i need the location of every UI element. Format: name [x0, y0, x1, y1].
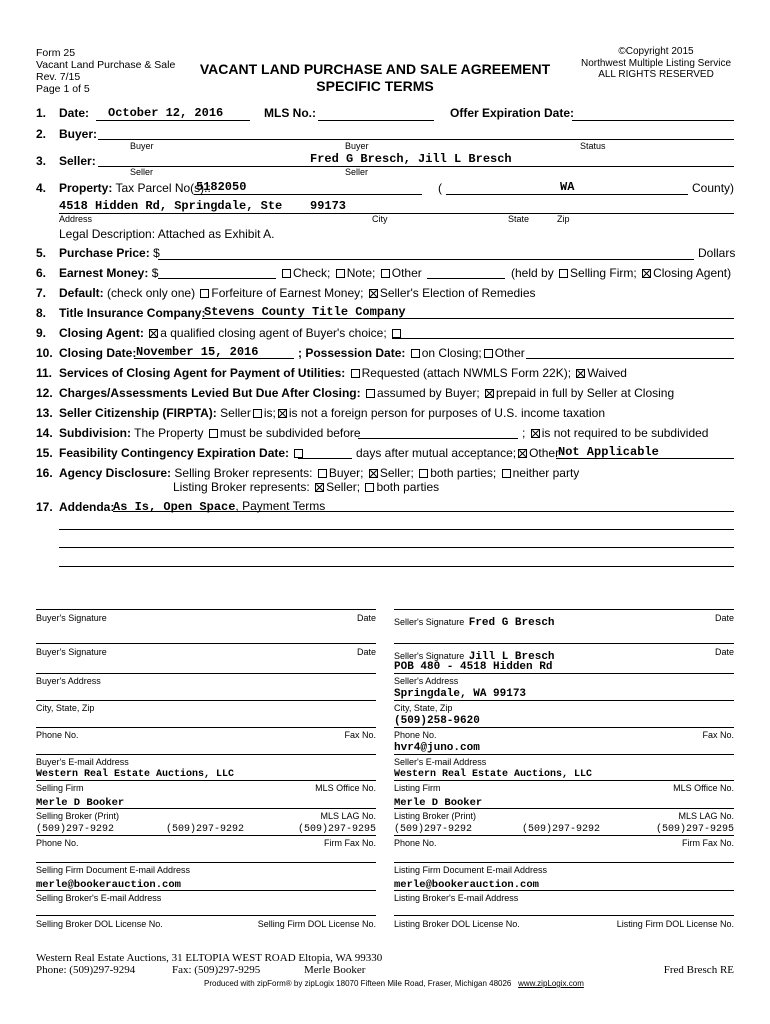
listing-mls-office-label: MLS Office No.: [673, 783, 734, 793]
buyer-fax-label: Fax No.: [344, 730, 376, 740]
item-number-14: 14.: [36, 426, 53, 440]
selling-firm-label: Selling Firm: [36, 783, 84, 793]
date-label: Date:: [59, 106, 90, 120]
form-info: [36, 47, 175, 95]
other-option-label: Other: [391, 266, 422, 280]
days-checkbox[interactable]: [294, 449, 303, 458]
other-feasibility-label: Other: [529, 446, 560, 460]
listing-broker-line[interactable]: [394, 808, 734, 809]
title-insurance-value: Stevens County Title Company: [204, 305, 406, 319]
footer-produced: [204, 979, 584, 988]
selling-email-line[interactable]: [36, 890, 376, 891]
item-number-8: 8.: [36, 306, 47, 320]
listing-email-label: Listing Broker's E-mail Address: [394, 893, 519, 903]
item-number-11: 11.: [36, 366, 53, 380]
buyer-field[interactable]: [98, 139, 734, 140]
item-number-4: 4.: [36, 181, 47, 195]
other-earnest-field[interactable]: [427, 278, 505, 279]
legal-description: Legal Description: Attached as Exhibit A.: [59, 227, 275, 241]
buyer-caption-1: Buyer: [130, 141, 154, 151]
addenda-line-3[interactable]: [59, 547, 734, 548]
assumed-checkbox[interactable]: [366, 389, 375, 398]
item-number-5: 5.: [36, 246, 47, 260]
buyer-email-label: Buyer's E-mail Address: [36, 757, 129, 767]
seller-csz-value: Springdale, WA 99173: [394, 688, 527, 700]
footer-file-name: Fred Bresch RE: [663, 964, 734, 976]
seller-signature-label-2: Seller's Signature: [394, 651, 465, 661]
firpta-seller-word: Seller: [220, 406, 251, 420]
item-number-13: 13.: [36, 406, 53, 420]
footer-company-line: Western Real Estate Auctions, 31 ELTOPIA WEST ROAD Eltopia, WA 99330: [36, 952, 383, 964]
form-name: Vacant Land Purchase & Sale: [36, 59, 176, 71]
other-possession-label: Other: [494, 346, 525, 360]
feasibility-row: [59, 446, 305, 460]
price-label: Purchase Price:: [59, 246, 150, 260]
listing-firm-value: Western Real Estate Auctions, LLC: [394, 769, 593, 780]
held-by-label: (held by: [511, 266, 554, 280]
selling-dol-line[interactable]: [36, 915, 376, 916]
must-subdivide-label: must be subdivided before: [219, 426, 361, 440]
selling-doc-email-label: Selling Firm Document E-mail Address: [36, 865, 191, 875]
requested-label: Requested (attach NWMLS Form 22K);: [361, 366, 572, 380]
seller-email-value: hvr4@juno.com: [394, 742, 480, 754]
dollar-sign-2: $: [151, 266, 159, 280]
must-subdivide-checkbox[interactable]: [209, 429, 218, 438]
on-closing-checkbox[interactable]: [411, 349, 420, 358]
selling-phone-line[interactable]: [36, 835, 376, 836]
listing-broker-value: Merle D Booker: [394, 797, 483, 809]
selling-firm-option-label: Selling Firm;: [570, 266, 637, 280]
item-number-2: 2.: [36, 127, 47, 141]
other-possession-checkbox[interactable]: [484, 349, 493, 358]
services-label: Services of Closing Agent for Payment of Utilities:: [59, 366, 346, 380]
state-caption: State: [508, 214, 530, 224]
forfeiture-checkbox[interactable]: [200, 289, 209, 298]
item-number-17: 17.: [36, 500, 53, 514]
listing-email-line[interactable]: [394, 890, 734, 891]
selling-firm-fax-label: Firm Fax No.: [323, 838, 376, 848]
footer-phone: Phone: (509)297-9294: [36, 964, 136, 976]
default-row: [59, 286, 536, 300]
is-foreign-checkbox[interactable]: [253, 409, 262, 418]
selling-fax-value: (509)297-9292: [166, 824, 245, 835]
seller-date-label-2: Date: [714, 647, 734, 657]
check-option-label: Check;: [293, 266, 331, 280]
prepaid-checkbox[interactable]: [485, 389, 494, 398]
offer-expiration-field[interactable]: [572, 120, 734, 121]
other-possession-field[interactable]: [526, 358, 734, 359]
other-checkbox[interactable]: [381, 269, 390, 278]
selling-seller-checkbox[interactable]: [369, 469, 378, 478]
selling-phone-value: (509)297-9292: [36, 824, 115, 835]
earnest-field[interactable]: [158, 278, 276, 279]
default-instruction: (check only one): [107, 286, 196, 300]
listing-both-label: both parties: [376, 480, 440, 494]
not-required-checkbox[interactable]: [531, 429, 540, 438]
seller-fax-label: Fax No.: [702, 730, 734, 740]
semicolon: ;: [522, 426, 526, 440]
selling-mls-office-label: MLS Office No.: [315, 783, 376, 793]
earnest-label-row: [59, 266, 158, 280]
buyer-phone-label: Phone No.: [36, 730, 79, 740]
other-feasibility-checkbox[interactable]: [518, 449, 527, 458]
footer-produced-text: Produced with zipForm® by zipLogix 18070 Fifteen Mile Road, Fraser, Michigan 48026: [204, 979, 512, 988]
page-title-block: [190, 61, 560, 95]
subdivide-date-field[interactable]: [358, 438, 518, 439]
buyer-address-label: Buyer's Address: [36, 676, 101, 686]
listing-dol-label: Listing Broker DOL License No.: [394, 919, 520, 929]
form-number: Form 25: [36, 47, 76, 59]
form-revision: Rev. 7/15: [36, 71, 81, 83]
seller-value: Fred G Bresch, Jill L Bresch: [310, 152, 512, 166]
offer-expiration-label: Offer Expiration Date:: [450, 106, 575, 120]
item-number-1: 1.: [36, 106, 47, 120]
addenda-line-2[interactable]: [59, 529, 734, 530]
forfeiture-label: Forfeiture of Earnest Money;: [211, 286, 364, 300]
listing-firm-line[interactable]: [394, 780, 734, 781]
firpta-row: [59, 406, 605, 420]
selling-email-value: merle@bookerauction.com: [36, 879, 181, 891]
item-number-10: 10.: [36, 346, 53, 360]
qualified-agent-checkbox[interactable]: [149, 329, 158, 338]
selling-firm-fax-value: (509)297-9295: [297, 824, 376, 835]
listing-broker-label: Listing Broker (Print): [394, 811, 477, 821]
paren-open: (: [438, 181, 442, 195]
earnest-options: [280, 266, 422, 280]
buyer-signature-label-2: Buyer's Signature: [36, 647, 107, 657]
seller-signature-value-1: Fred G Bresch: [468, 617, 555, 629]
listing-phone-line[interactable]: [394, 835, 734, 836]
feasibility-label: Feasibility Contingency Expiration Date:: [59, 446, 290, 460]
dollar-sign: $: [153, 246, 160, 260]
page-title: VACANT LAND PURCHASE AND SALE AGREEMENT: [199, 61, 551, 77]
selling-doc-email-line[interactable]: [36, 862, 376, 863]
selling-firm-checkbox[interactable]: [559, 269, 568, 278]
page-number: Page 1 of 5: [36, 83, 90, 95]
other-agent-checkbox[interactable]: [392, 329, 401, 338]
seller-email-label: Seller's E-mail Address: [394, 757, 487, 767]
buyer-signature-line-1[interactable]: [36, 609, 376, 610]
seller-signature-line-2[interactable]: [394, 643, 734, 644]
days-after-label: days after mutual acceptance;: [356, 446, 517, 460]
addenda-field[interactable]: [113, 511, 734, 512]
selling-broker-label: Selling Broker (Print): [36, 811, 120, 821]
item-number-15: 15.: [36, 446, 53, 460]
seller-signature-label-1: Seller's Signature: [394, 617, 465, 627]
note-checkbox[interactable]: [336, 269, 345, 278]
listing-broker-represents: Listing Broker represents:: [173, 480, 310, 494]
selling-seller-label: Seller;: [379, 466, 414, 480]
buyer-date-label-2: Date: [356, 647, 376, 657]
zip-caption: Zip: [557, 214, 570, 224]
address-value: 4518 Hidden Rd, Springdale, Ste: [59, 199, 283, 213]
address-caption: Address: [59, 214, 93, 224]
county-field[interactable]: [446, 194, 688, 195]
listing-mls-lag-label: MLS LAG No.: [678, 811, 734, 821]
listing-firm-dol-label: Listing Firm DOL License No.: [616, 919, 734, 929]
seller-caption-2: Seller: [345, 167, 369, 177]
buyer-email-line[interactable]: [36, 754, 376, 755]
item-number-9: 9.: [36, 326, 47, 340]
title-insurance-label: Title Insurance Company:: [59, 306, 206, 320]
item-number-12: 12.: [36, 386, 53, 400]
tax-parcel-field[interactable]: [194, 194, 422, 195]
seller-label: Seller:: [59, 154, 96, 168]
on-closing-label: on Closing;: [421, 346, 482, 360]
item-number-6: 6.: [36, 266, 47, 280]
closing-date-value: November 15, 2016: [136, 345, 259, 359]
county-value: WA: [560, 180, 575, 194]
listing-dol-line[interactable]: [394, 915, 734, 916]
listing-firm-fax-label: Firm Fax No.: [681, 838, 734, 848]
selling-neither-checkbox[interactable]: [502, 469, 511, 478]
waived-checkbox[interactable]: [576, 369, 585, 378]
listing-seller-checkbox[interactable]: [315, 483, 324, 492]
dollars-label: Dollars: [698, 246, 736, 260]
tax-parcel-value: 5182050: [196, 180, 247, 194]
copyright: ©Copyright 2015: [618, 46, 694, 57]
footer-url-link[interactable]: www.zipLogix.com: [518, 979, 584, 988]
buyer-signature-line-2[interactable]: [36, 643, 376, 644]
buyer-signature-label-1: Buyer's Signature: [36, 613, 107, 623]
selling-buyer-checkbox[interactable]: [318, 469, 327, 478]
seller-address-line[interactable]: [394, 673, 734, 674]
mls-field[interactable]: [318, 120, 434, 121]
rights: ALL RIGHTS RESERVED: [598, 69, 714, 80]
item-number-16: 16.: [36, 466, 53, 480]
possession-row: [298, 346, 525, 360]
seller-field[interactable]: [98, 166, 734, 167]
held-by-options: [511, 266, 731, 280]
mls-label: MLS No.:: [264, 106, 316, 120]
seller-address-label: Seller's Address: [394, 676, 459, 686]
item-number-3: 3.: [36, 154, 47, 168]
listing-email-value: merle@bookerauction.com: [394, 879, 539, 891]
default-label: Default:: [59, 286, 104, 300]
buyer-csz-label: City, State, Zip: [36, 703, 95, 713]
selling-firm-dol-label: Selling Firm DOL License No.: [257, 919, 376, 929]
seller-phone-label: Phone No.: [394, 730, 437, 740]
check-checkbox[interactable]: [282, 269, 291, 278]
footer-fax: Fax: (509)297-9295: [172, 964, 261, 976]
addenda-label: Addenda:: [59, 500, 115, 514]
price-label-row: [59, 246, 160, 260]
seller-csz-label: City, State, Zip: [394, 703, 453, 713]
property-label: Property:: [59, 181, 113, 195]
buyer-phone-line[interactable]: [36, 727, 376, 728]
seller-phone-line[interactable]: [394, 727, 734, 728]
other-agent-field[interactable]: [392, 338, 734, 339]
closing-agent-option-label: Closing Agent): [653, 266, 732, 280]
agency-row-1: [59, 466, 579, 480]
days-field[interactable]: [298, 458, 352, 459]
addenda-rest: , Payment Terms: [235, 499, 326, 513]
property-label-row: [59, 181, 211, 195]
subdivision-label: Subdivision:: [59, 426, 131, 440]
not-foreign-checkbox[interactable]: [278, 409, 287, 418]
zip-value: 99173: [310, 199, 347, 213]
earnest-label: Earnest Money:: [59, 266, 149, 280]
buyer-label: Buyer:: [59, 127, 98, 141]
selling-buyer-label: Buyer;: [328, 466, 364, 480]
requested-checkbox[interactable]: [351, 369, 360, 378]
not-foreign-label: is not a foreign person for purposes of U.S. income taxation: [288, 406, 605, 420]
subdivision-property-word: The Property: [134, 426, 204, 440]
prepaid-label: prepaid in full by Seller at Closing: [496, 386, 675, 400]
not-required-label: is not required to be subdivided: [541, 426, 709, 440]
city-caption: City: [372, 214, 388, 224]
charges-row: [59, 386, 674, 400]
seller-phone-value: (509)258-9620: [394, 715, 480, 727]
buyer-address-line[interactable]: [36, 673, 376, 674]
selling-broker-represents: Selling Broker represents:: [174, 466, 313, 480]
page-subtitle: SPECIFIC TERMS: [316, 78, 434, 94]
selling-phone-label: Phone No.: [36, 838, 79, 848]
seller-csz-line[interactable]: [394, 700, 734, 701]
listing-doc-email-line[interactable]: [394, 862, 734, 863]
selling-broker-value: Merle D Booker: [36, 797, 125, 809]
seller-signature-row-1: [394, 612, 555, 630]
seller-email-line[interactable]: [394, 754, 734, 755]
subdivision-row: [59, 426, 361, 440]
listing-phone-value: (509)297-9292: [394, 824, 473, 835]
footer-agent: Merle Booker: [304, 964, 366, 976]
org-name: Northwest Multiple Listing Service: [580, 57, 732, 69]
selling-mls-lag-label: MLS LAG No.: [320, 811, 376, 821]
remedies-checkbox[interactable]: [369, 289, 378, 298]
days-after-row: [356, 446, 559, 460]
closing-agent-checkbox[interactable]: [642, 269, 651, 278]
listing-phone-label: Phone No.: [394, 838, 437, 848]
listing-seller-label: Seller;: [326, 480, 361, 494]
price-field[interactable]: [158, 259, 694, 260]
item-number-7: 7.: [36, 286, 47, 300]
buyer-caption-2: Buyer: [345, 141, 369, 151]
charges-label: Charges/Assessments Levied But Due After Closing:: [59, 386, 361, 400]
date-field[interactable]: [96, 120, 250, 121]
status-caption: Status: [580, 141, 606, 151]
selling-dol-label: Selling Broker DOL License No.: [36, 919, 163, 929]
remedies-label: Seller's Election of Remedies: [379, 286, 536, 300]
agency-row-2: [173, 480, 439, 494]
listing-fax-value: (509)297-9292: [522, 824, 601, 835]
services-row: [59, 366, 627, 380]
selling-firm-value: Western Real Estate Auctions, LLC: [36, 769, 235, 780]
seller-signature-value-2: Jill L Bresch: [468, 651, 555, 663]
agency-label: Agency Disclosure:: [59, 466, 172, 480]
listing-both-checkbox[interactable]: [365, 483, 374, 492]
selling-email-label: Selling Broker's E-mail Address: [36, 893, 162, 903]
seller-caption-1: Seller: [130, 167, 154, 177]
buyer-date-label-1: Date: [356, 613, 376, 623]
copyright-block: [566, 46, 746, 81]
selling-firm-line[interactable]: [36, 780, 376, 781]
county-label: County): [692, 181, 735, 195]
listing-doc-email-label: Listing Firm Document E-mail Address: [394, 865, 548, 875]
seller-address-value: POB 480 - 4518 Hidden Rd: [394, 661, 553, 673]
seller-date-label-1: Date: [714, 613, 734, 623]
closing-date-label: Closing Date:: [59, 346, 137, 360]
addenda-value: As Is, Open Space: [113, 500, 236, 514]
selling-both-label: both parties;: [430, 466, 497, 480]
feasibility-value: Not Applicable: [558, 445, 659, 459]
seller-signature-line-1[interactable]: [394, 609, 734, 610]
address-field[interactable]: [59, 213, 734, 214]
closing-agent-label: Closing Agent:: [59, 326, 144, 340]
is-foreign-label: is;: [263, 406, 276, 420]
closing-agent-row: [59, 326, 403, 340]
selling-both-checkbox[interactable]: [419, 469, 428, 478]
date-value: October 12, 2016: [108, 106, 224, 120]
waived-label: Waived: [587, 366, 627, 380]
possession-label: ; Possession Date:: [298, 346, 406, 360]
assumed-label: assumed by Buyer;: [376, 386, 480, 400]
buyer-csz-line[interactable]: [36, 700, 376, 701]
selling-neither-label: neither party: [512, 466, 580, 480]
note-option-label: Note;: [346, 266, 376, 280]
not-required-row: [522, 426, 708, 440]
addenda-line-4[interactable]: [59, 566, 734, 567]
qualified-agent-label: a qualified closing agent of Buyer's choice;: [160, 326, 387, 340]
firpta-label: Seller Citizenship (FIRPTA):: [59, 406, 217, 420]
listing-firm-fax-value: (509)297-9295: [655, 824, 734, 835]
selling-broker-line[interactable]: [36, 808, 376, 809]
tax-parcel-label: Tax Parcel No(s).:: [115, 181, 211, 195]
listing-firm-label: Listing Firm: [394, 783, 441, 793]
